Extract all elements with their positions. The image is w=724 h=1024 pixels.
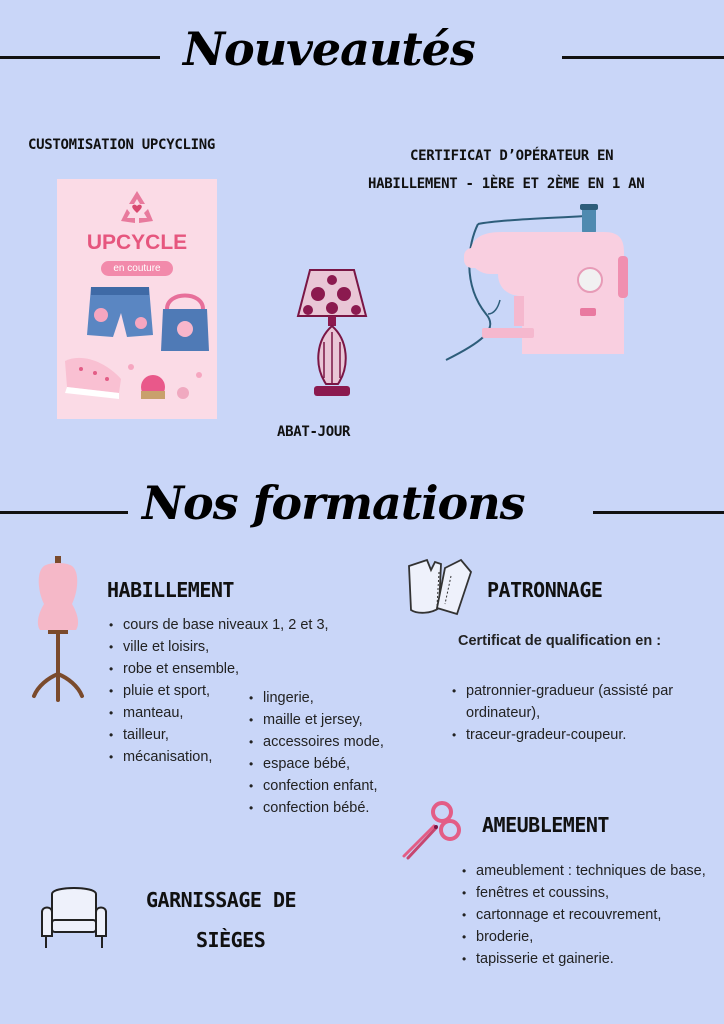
list-item: • accessoires mode, [247,731,417,753]
title-rule-left [0,56,160,59]
list-item: • ameublement : techniques de base, [460,860,716,882]
mannequin-icon [28,556,88,704]
book-title: UPCYCLE [86,231,188,254]
list-item: • ville et loisirs, [107,636,367,658]
book-illustration [61,283,213,415]
patronnage-title: PATRONNAGE [487,578,603,602]
item-label-upcycling: CUSTOMISATION UPCYCLING [28,137,215,153]
section-title-formations: Nos formations [142,476,525,530]
section-title-nouveautes: Nouveautés [183,22,475,76]
patronnage-subtitle: Certificat de qualification en : [458,633,662,649]
scissors-icon [400,798,462,860]
list-item: • traceur-gradeur-coupeur. [450,724,712,746]
list-item: • confection bébé. [247,797,417,819]
book-subtitle: en couture [101,261,173,276]
list-item: • pluie et sport, [107,680,367,702]
title-rule-right [562,56,724,59]
list-item: • lingerie, [247,687,417,709]
item-label-certificat-line1: CERTIFICAT D’OPÉRATEUR EN [410,148,614,164]
formations-rule-right [593,511,724,514]
item-label-certificat-line2: HABILLEMENT - 1ÈRE ET 2ÈME EN 1 AN [368,176,645,192]
sewing-machine-icon [438,204,630,366]
garnissage-title-line2: SIÈGES [196,928,266,952]
garnissage-title-line1: GARNISSAGE DE [146,888,297,912]
habillement-list-col2 [247,687,417,819]
list-item: • robe et ensemble, [107,658,367,680]
ameublement-title: AMEUBLEMENT [482,813,609,837]
list-item: • tapisserie et gainerie. [460,948,716,970]
list-item: • confection enfant, [247,775,417,797]
pattern-icon [405,556,473,618]
recycle-icon [115,187,159,227]
ameublement-list [460,860,716,970]
list-item: • manteau, [107,702,367,724]
list-item: • fenêtres et coussins, [460,882,716,904]
list-item: • broderie, [460,926,716,948]
list-item: • mécanisation, [107,746,367,768]
list-item: • cours de base niveaux 1, 2 et 3, [107,614,367,636]
list-item: • cartonnage et recouvrement, [460,904,716,926]
list-item: • tailleur, [107,724,367,746]
upcycle-book-cover[interactable] [57,179,217,419]
habillement-title: HABILLEMENT [107,578,234,602]
lamp-icon [296,266,368,404]
list-item: • espace bébé, [247,753,417,775]
item-label-abat-jour: ABAT-JOUR [277,424,351,440]
patronnage-list [450,680,712,746]
formations-rule-left [0,511,128,514]
armchair-icon [38,880,110,952]
list-item: • patronnier-gradueur (assisté par ordinateur), [450,680,712,724]
list-item: • maille et jersey, [247,709,417,731]
